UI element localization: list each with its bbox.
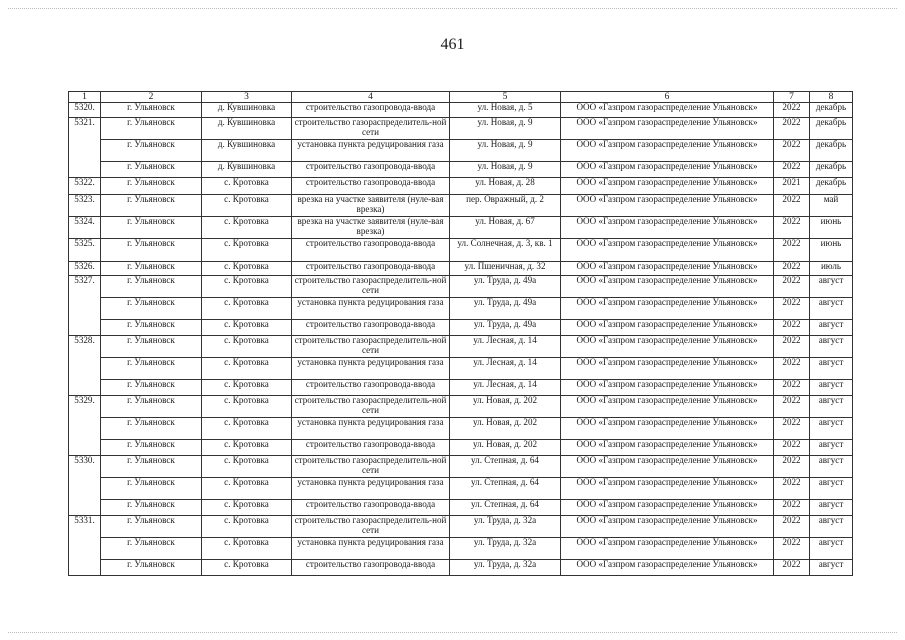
city-cell: г. Ульяновск xyxy=(101,217,202,239)
month-cell: август xyxy=(810,456,853,478)
city-cell: г. Ульяновск xyxy=(101,178,202,195)
address-cell: ул. Новая, д. 5 xyxy=(450,103,561,118)
year-cell: 2022 xyxy=(774,418,810,440)
locality-cell: с. Кротовка xyxy=(202,380,292,396)
city-cell: г. Ульяновск xyxy=(101,262,202,276)
organization-cell: ООО «Газпром газораспределение Ульяновск» xyxy=(561,162,774,178)
work-type-cell: строительство газораспределитель-ной сети xyxy=(292,336,450,358)
locality-cell: с. Кротовка xyxy=(202,418,292,440)
work-type-cell: установка пункта редуцирования газа xyxy=(292,140,450,162)
locality-cell: д. Кувшиновка xyxy=(202,118,292,140)
locality-cell: д. Кувшиновка xyxy=(202,140,292,162)
table-row xyxy=(69,262,853,276)
work-type-cell: установка пункта редуцирования газа xyxy=(292,418,450,440)
year-cell: 2022 xyxy=(774,358,810,380)
organization-cell: ООО «Газпром газораспределение Ульяновск» xyxy=(561,320,774,336)
organization-cell: ООО «Газпром газораспределение Ульяновск» xyxy=(561,140,774,162)
table-row xyxy=(69,538,853,560)
year-cell: 2022 xyxy=(774,440,810,456)
month-cell: август xyxy=(810,538,853,560)
table-row xyxy=(69,103,853,118)
month-cell: декабрь xyxy=(810,103,853,118)
address-cell: ул. Труда, д. 32а xyxy=(450,516,561,538)
work-type-cell: врезка на участке заявителя (нуле-вая врезка) xyxy=(292,217,450,239)
locality-cell: с. Кротовка xyxy=(202,276,292,298)
table-row xyxy=(69,162,853,178)
year-cell: 2022 xyxy=(774,320,810,336)
organization-cell: ООО «Газпром газораспределение Ульяновск» xyxy=(561,358,774,380)
table-row xyxy=(69,418,853,440)
work-type-cell: строительство газопровода-ввода xyxy=(292,380,450,396)
locality-cell: с. Кротовка xyxy=(202,456,292,478)
city-cell: г. Ульяновск xyxy=(101,103,202,118)
year-cell: 2022 xyxy=(774,538,810,560)
organization-cell: ООО «Газпром газораспределение Ульяновск» xyxy=(561,298,774,320)
year-cell: 2022 xyxy=(774,195,810,217)
month-cell: май xyxy=(810,195,853,217)
work-type-cell: установка пункта редуцирования газа xyxy=(292,298,450,320)
year-cell: 2022 xyxy=(774,380,810,396)
locality-cell: с. Кротовка xyxy=(202,217,292,239)
month-cell: июнь xyxy=(810,239,853,262)
address-cell: ул. Лесная, д. 14 xyxy=(450,336,561,358)
address-cell: ул. Лесная, д. 14 xyxy=(450,358,561,380)
month-cell: август xyxy=(810,276,853,298)
table-row xyxy=(69,516,853,538)
month-cell: август xyxy=(810,560,853,576)
city-cell: г. Ульяновск xyxy=(101,500,202,516)
organization-cell: ООО «Газпром газораспределение Ульяновск» xyxy=(561,178,774,195)
address-cell: ул. Степная, д. 64 xyxy=(450,456,561,478)
city-cell: г. Ульяновск xyxy=(101,516,202,538)
month-cell: август xyxy=(810,298,853,320)
table-row xyxy=(69,195,853,217)
month-cell: август xyxy=(810,500,853,516)
month-cell: август xyxy=(810,418,853,440)
address-cell: ул. Новая, д. 202 xyxy=(450,396,561,418)
column-header: 5 xyxy=(450,92,561,103)
locality-cell: с. Кротовка xyxy=(202,178,292,195)
address-cell: ул. Новая, д. 9 xyxy=(450,162,561,178)
city-cell: г. Ульяновск xyxy=(101,478,202,500)
work-type-cell: строительство газораспределитель-ной сети xyxy=(292,456,450,478)
city-cell: г. Ульяновск xyxy=(101,396,202,418)
city-cell: г. Ульяновск xyxy=(101,560,202,576)
locality-cell: д. Кувшиновка xyxy=(202,162,292,178)
year-cell: 2022 xyxy=(774,500,810,516)
organization-cell: ООО «Газпром газораспределение Ульяновск» xyxy=(561,195,774,217)
table-row xyxy=(69,478,853,500)
year-cell: 2022 xyxy=(774,560,810,576)
year-cell: 2022 xyxy=(774,276,810,298)
organization-cell: ООО «Газпром газораспределение Ульяновск» xyxy=(561,538,774,560)
row-number-cell: 5324. xyxy=(69,217,101,239)
column-header: 4 xyxy=(292,92,450,103)
month-cell: декабрь xyxy=(810,162,853,178)
work-type-cell: строительство газопровода-ввода xyxy=(292,239,450,262)
locality-cell: с. Кротовка xyxy=(202,239,292,262)
table-row xyxy=(69,396,853,418)
city-cell: г. Ульяновск xyxy=(101,320,202,336)
work-type-cell: строительство газораспределитель-ной сети xyxy=(292,516,450,538)
year-cell: 2022 xyxy=(774,162,810,178)
city-cell: г. Ульяновск xyxy=(101,336,202,358)
locality-cell: д. Кувшиновка xyxy=(202,103,292,118)
table-row xyxy=(69,178,853,195)
locality-cell: с. Кротовка xyxy=(202,478,292,500)
organization-cell: ООО «Газпром газораспределение Ульяновск» xyxy=(561,516,774,538)
address-cell: ул. Труда, д. 49а xyxy=(450,298,561,320)
column-header: 7 xyxy=(774,92,810,103)
locality-cell: с. Кротовка xyxy=(202,538,292,560)
organization-cell: ООО «Газпром газораспределение Ульяновск» xyxy=(561,336,774,358)
table-row xyxy=(69,440,853,456)
locality-cell: с. Кротовка xyxy=(202,262,292,276)
work-type-cell: врезка на участке заявителя (нуле-вая врезка) xyxy=(292,195,450,217)
row-number-cell: 5321. xyxy=(69,118,101,178)
locality-cell: с. Кротовка xyxy=(202,336,292,358)
table-row xyxy=(69,336,853,358)
organization-cell: ООО «Газпром газораспределение Ульяновск» xyxy=(561,276,774,298)
month-cell: август xyxy=(810,478,853,500)
organization-cell: ООО «Газпром газораспределение Ульяновск» xyxy=(561,500,774,516)
month-cell: август xyxy=(810,320,853,336)
city-cell: г. Ульяновск xyxy=(101,538,202,560)
address-cell: ул. Новая, д. 202 xyxy=(450,418,561,440)
table-body xyxy=(69,103,853,576)
organization-cell: ООО «Газпром газораспределение Ульяновск» xyxy=(561,239,774,262)
city-cell: г. Ульяновск xyxy=(101,140,202,162)
city-cell: г. Ульяновск xyxy=(101,358,202,380)
table-row xyxy=(69,217,853,239)
column-header: 2 xyxy=(101,92,202,103)
row-number-cell: 5325. xyxy=(69,239,101,262)
organization-cell: ООО «Газпром газораспределение Ульяновск» xyxy=(561,440,774,456)
work-type-cell: строительство газопровода-ввода xyxy=(292,320,450,336)
locality-cell: с. Кротовка xyxy=(202,298,292,320)
work-type-cell: строительство газопровода-ввода xyxy=(292,500,450,516)
work-type-cell: строительство газопровода-ввода xyxy=(292,178,450,195)
row-number-cell: 5331. xyxy=(69,516,101,576)
address-cell: ул. Труда, д. 32а xyxy=(450,560,561,576)
table-row xyxy=(69,500,853,516)
column-header: 8 xyxy=(810,92,853,103)
row-number-cell: 5329. xyxy=(69,396,101,456)
year-cell: 2021 xyxy=(774,178,810,195)
month-cell: август xyxy=(810,380,853,396)
month-cell: август xyxy=(810,440,853,456)
organization-cell: ООО «Газпром газораспределение Ульяновск» xyxy=(561,262,774,276)
year-cell: 2022 xyxy=(774,217,810,239)
row-number-cell: 5326. xyxy=(69,262,101,276)
city-cell: г. Ульяновск xyxy=(101,239,202,262)
scan-border-top xyxy=(8,8,897,9)
year-cell: 2022 xyxy=(774,396,810,418)
row-number-cell: 5327. xyxy=(69,276,101,336)
column-header: 6 xyxy=(561,92,774,103)
address-cell: ул. Новая, д. 9 xyxy=(450,118,561,140)
work-type-cell: строительство газораспределитель-ной сети xyxy=(292,396,450,418)
table-row xyxy=(69,456,853,478)
work-type-cell: строительство газопровода-ввода xyxy=(292,440,450,456)
organization-cell: ООО «Газпром газораспределение Ульяновск» xyxy=(561,118,774,140)
locality-cell: с. Кротовка xyxy=(202,516,292,538)
city-cell: г. Ульяновск xyxy=(101,380,202,396)
year-cell: 2022 xyxy=(774,239,810,262)
work-type-cell: строительство газопровода-ввода xyxy=(292,560,450,576)
address-cell: пер. Овражный, д. 2 xyxy=(450,195,561,217)
work-type-cell: строительство газораспределитель-ной сети xyxy=(292,276,450,298)
table-row xyxy=(69,358,853,380)
address-cell: ул. Новая, д. 202 xyxy=(450,440,561,456)
table-row xyxy=(69,140,853,162)
address-cell: ул. Степная, д. 64 xyxy=(450,478,561,500)
organization-cell: ООО «Газпром газораспределение Ульяновск» xyxy=(561,456,774,478)
year-cell: 2022 xyxy=(774,478,810,500)
row-number-cell: 5322. xyxy=(69,178,101,195)
organization-cell: ООО «Газпром газораспределение Ульяновск» xyxy=(561,217,774,239)
month-cell: август xyxy=(810,516,853,538)
address-cell: ул. Труда, д. 49а xyxy=(450,320,561,336)
work-type-cell: строительство газораспределитель-ной сети xyxy=(292,118,450,140)
organization-cell: ООО «Газпром газораспределение Ульяновск» xyxy=(561,103,774,118)
scan-border-bottom xyxy=(8,632,897,633)
address-cell: ул. Лесная, д. 14 xyxy=(450,380,561,396)
year-cell: 2022 xyxy=(774,516,810,538)
locality-cell: с. Кротовка xyxy=(202,195,292,217)
address-cell: ул. Пшеничная, д. 32 xyxy=(450,262,561,276)
year-cell: 2022 xyxy=(774,456,810,478)
work-type-cell: установка пункта редуцирования газа xyxy=(292,538,450,560)
year-cell: 2022 xyxy=(774,298,810,320)
locality-cell: с. Кротовка xyxy=(202,500,292,516)
row-number-cell: 5330. xyxy=(69,456,101,516)
year-cell: 2022 xyxy=(774,336,810,358)
work-type-cell: установка пункта редуцирования газа xyxy=(292,478,450,500)
month-cell: август xyxy=(810,336,853,358)
month-cell: декабрь xyxy=(810,178,853,195)
city-cell: г. Ульяновск xyxy=(101,276,202,298)
address-cell: ул. Труда, д. 32а xyxy=(450,538,561,560)
locality-cell: с. Кротовка xyxy=(202,358,292,380)
city-cell: г. Ульяновск xyxy=(101,118,202,140)
table-row xyxy=(69,560,853,576)
address-cell: ул. Степная, д. 64 xyxy=(450,500,561,516)
year-cell: 2022 xyxy=(774,118,810,140)
city-cell: г. Ульяновск xyxy=(101,418,202,440)
work-type-cell: строительство газопровода-ввода xyxy=(292,103,450,118)
year-cell: 2022 xyxy=(774,140,810,162)
organization-cell: ООО «Газпром газораспределение Ульяновск» xyxy=(561,478,774,500)
table-row xyxy=(69,276,853,298)
city-cell: г. Ульяновск xyxy=(101,456,202,478)
address-cell: ул. Новая, д. 67 xyxy=(450,217,561,239)
locality-cell: с. Кротовка xyxy=(202,320,292,336)
organization-cell: ООО «Газпром газораспределение Ульяновск» xyxy=(561,418,774,440)
year-cell: 2022 xyxy=(774,103,810,118)
city-cell: г. Ульяновск xyxy=(101,298,202,320)
table-row xyxy=(69,298,853,320)
month-cell: июль xyxy=(810,262,853,276)
city-cell: г. Ульяновск xyxy=(101,162,202,178)
row-number-cell: 5328. xyxy=(69,336,101,396)
city-cell: г. Ульяновск xyxy=(101,440,202,456)
city-cell: г. Ульяновск xyxy=(101,195,202,217)
table-row xyxy=(69,239,853,262)
work-type-cell: установка пункта редуцирования газа xyxy=(292,358,450,380)
address-cell: ул. Новая, д. 9 xyxy=(450,140,561,162)
address-cell: ул. Новая, д. 28 xyxy=(450,178,561,195)
organization-cell: ООО «Газпром газораспределение Ульяновск» xyxy=(561,396,774,418)
table-row xyxy=(69,380,853,396)
month-cell: август xyxy=(810,396,853,418)
data-table xyxy=(68,91,853,576)
header-row xyxy=(69,92,853,103)
month-cell: август xyxy=(810,358,853,380)
organization-cell: ООО «Газпром газораспределение Ульяновск» xyxy=(561,380,774,396)
month-cell: декабрь xyxy=(810,140,853,162)
locality-cell: с. Кротовка xyxy=(202,396,292,418)
month-cell: июнь xyxy=(810,217,853,239)
address-cell: ул. Солнечная, д. 3, кв. 1 xyxy=(450,239,561,262)
column-header: 3 xyxy=(202,92,292,103)
table-row xyxy=(69,320,853,336)
work-type-cell: строительство газопровода-ввода xyxy=(292,162,450,178)
address-cell: ул. Труда, д. 49а xyxy=(450,276,561,298)
organization-cell: ООО «Газпром газораспределение Ульяновск» xyxy=(561,560,774,576)
locality-cell: с. Кротовка xyxy=(202,560,292,576)
row-number-cell: 5323. xyxy=(69,195,101,217)
column-header: 1 xyxy=(69,92,101,103)
row-number-cell: 5320. xyxy=(69,103,101,118)
locality-cell: с. Кротовка xyxy=(202,440,292,456)
year-cell: 2022 xyxy=(774,262,810,276)
page-number: 461 xyxy=(440,36,465,53)
table-row xyxy=(69,118,853,140)
work-type-cell: строительство газопровода-ввода xyxy=(292,262,450,276)
month-cell: декабрь xyxy=(810,118,853,140)
